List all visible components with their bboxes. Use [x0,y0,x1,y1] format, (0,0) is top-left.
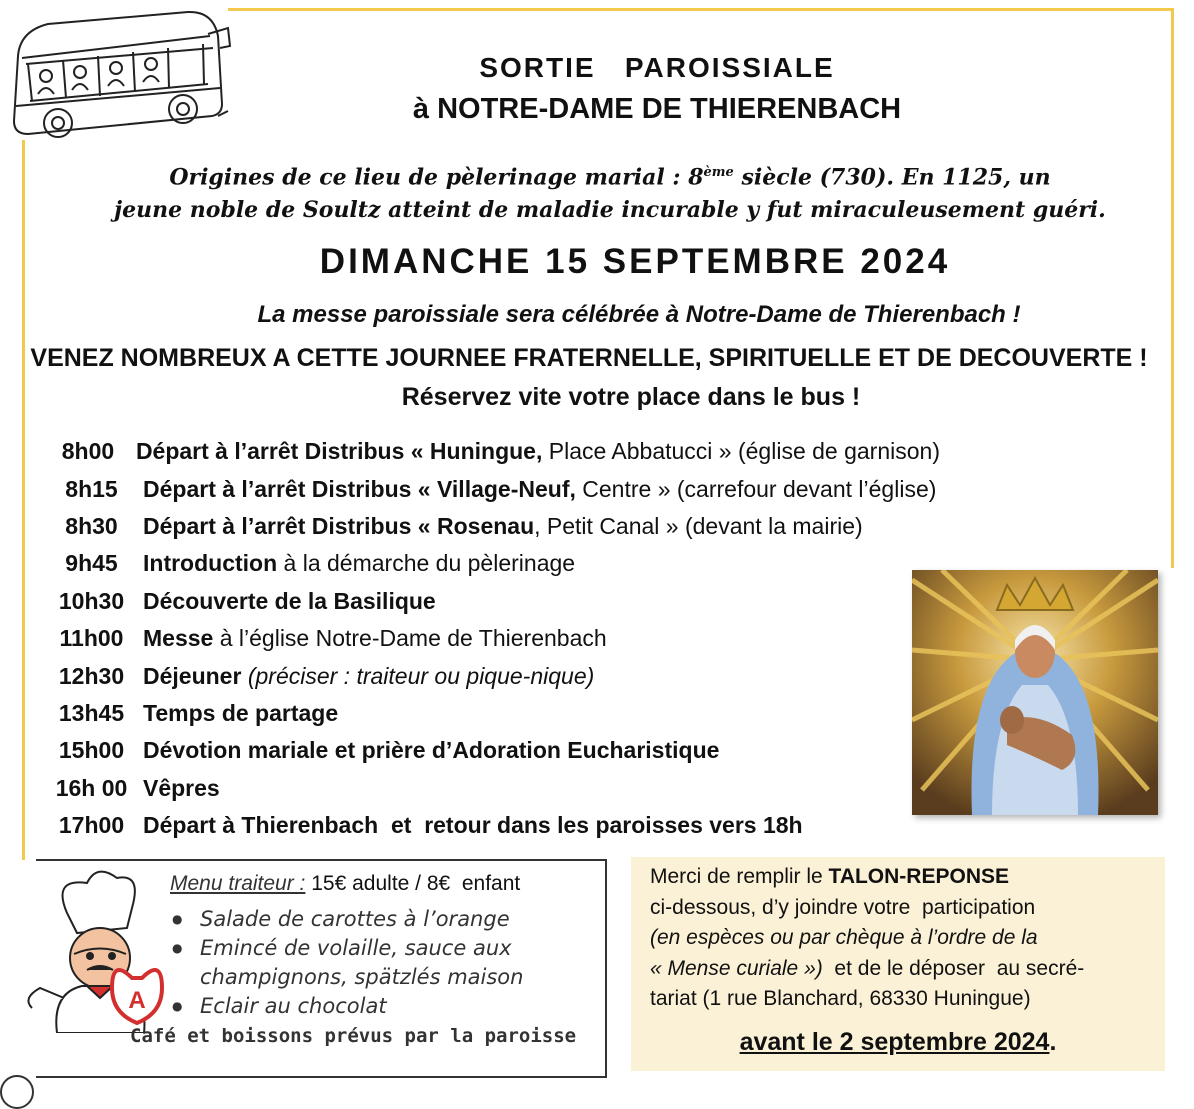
origins-text [60,156,1160,227]
schedule-time: 13h45 [58,699,125,726]
menu-prices: 15€ adulte / 8€ enfant [305,872,521,895]
schedule-time: 11h00 [59,625,124,652]
list-item [170,905,523,934]
list-item [170,934,523,963]
schedule-row [40,732,940,769]
deadline-end: . [1049,1028,1057,1056]
menu-item: Salade de carottes à l’orange [200,907,510,931]
page-subtitle: à NOTRE-DAME DE THIERENBACH [412,93,902,125]
messe-announcement: La messe paroissiale sera célébrée à Notre-Dame de Thierenbach ! [257,301,1021,328]
origins-line1-b: siècle (730). En 1125, un [733,164,1051,191]
origins-line2: jeune noble de Soultz atteint de maladie incurable y fut miraculeusement guéri. [114,197,1106,224]
schedule-row [40,807,940,844]
menu-item: Emincé de volaille, sauce aux [200,936,512,960]
origins-sup: ème [703,165,734,180]
corner-circle [0,1075,34,1109]
schedule-time: 8h00 [61,438,115,465]
reservation-text: Réservez vite votre place dans le bus ! [401,383,861,411]
menu-footer: Café et boissons prévus par la paroisse [130,1025,577,1047]
menu-header [170,872,520,896]
talon-line1: Merci de remplir le [650,865,829,888]
schedule-row [40,620,940,657]
schedule-row [40,470,940,507]
schedule-desc: à la démarche du pèlerinage [277,550,576,577]
schedule-time: 12h30 [58,662,125,689]
frame-top [228,8,1174,11]
talon-line4: et de le déposer au secré- [822,956,1085,980]
schedule-desc: Centre » (carrefour devant l’église) [575,475,937,502]
schedule-desc-bold: Messe [143,625,214,652]
talon-line2: ci-dessous, d’y joindre votre participation [650,895,1036,919]
bullet-icon: ● [172,999,183,1013]
chef-icon [12,858,172,1033]
page-title: SORTIE PAROISSIALE [479,52,835,83]
schedule-time: 17h00 [58,812,125,839]
schedule-desc-bold: Vêpres [143,774,220,801]
schedule-time: 9h45 [65,550,118,577]
schedule-row [40,695,940,732]
schedule-desc-bold: Départ à l’arrêt Distribus « Village-Neuf, [143,475,576,502]
schedule-desc: , Petit Canal » (devant la mairie) [534,512,863,539]
schedule-row [40,545,940,582]
invitation-text: VENEZ NOMBREUX A CETTE JOURNEE FRATERNELLE, SPIRITUELLE ET DE DECOUVERTE ! [30,344,1148,372]
schedule-time: 16h 00 [55,774,128,801]
schedule-desc-bold: Découverte de la Basilique [143,587,436,614]
madonna-image [912,570,1158,815]
list-item [170,992,523,1021]
svg-text:A: A [128,987,146,1014]
schedule-list [40,433,940,844]
schedule-desc-bold: Départ à Thierenbach et retour dans les paroisses vers 18h [143,812,803,839]
talon-text [650,862,1160,1015]
schedule-time: 10h30 [58,587,125,614]
list-item [170,963,523,992]
schedule-desc-bold: Temps de partage [143,699,339,726]
schedule-desc-bold: Départ à l’arrêt Distribus « Huningue, [135,438,543,465]
schedule-time: 8h15 [65,475,118,502]
schedule-row [40,508,940,545]
menu-item: champignons, spätzlés maison [200,965,524,989]
menu-list [170,905,523,1021]
schedule-row [40,770,940,807]
talon-line3: (en espèces ou par chèque à l’ordre de la [650,926,1038,949]
talon-line4-italic: « Mense curiale ») [650,956,823,980]
schedule-time: 8h30 [65,512,118,539]
menu-item: Eclair au chocolat [200,994,387,1018]
schedule-row [40,657,940,694]
talon-reponse: TALON-REPONSE [828,865,1009,888]
schedule-desc: à l’église Notre-Dame de Thierenbach [213,625,607,652]
schedule-desc-bold: Dévotion mariale et prière d’Adoration Eucharistique [143,737,720,764]
schedule-desc: Place Abbatucci » (église de garnison) [542,438,940,465]
schedule-desc-italic: (préciser : traiteur ou pique-nique) [247,662,595,689]
menu-heading: Menu traiteur : [170,872,306,895]
bullet-icon: ● [172,912,183,926]
schedule-desc-bold: Déjeuner [143,662,242,689]
schedule-desc-bold: Introduction [143,550,278,577]
deadline-date: avant le 2 septembre 2024 [739,1028,1050,1056]
schedule-desc-bold: Départ à l’arrêt Distribus « Rosenau [143,512,535,539]
bullet-icon: ● [172,941,183,955]
deadline [631,1028,1165,1057]
schedule-row [40,433,940,470]
talon-line5: tariat (1 rue Blanchard, 68330 Huningue) [650,987,1031,1010]
schedule-time: 15h00 [58,737,125,764]
event-date: DIMANCHE 15 SEPTEMBRE 2024 [319,242,951,281]
origins-line1-a: Origines de ce lieu de pèlerinage marial : 8 [169,164,704,191]
schedule-row [40,583,940,620]
frame-right [1171,8,1174,568]
